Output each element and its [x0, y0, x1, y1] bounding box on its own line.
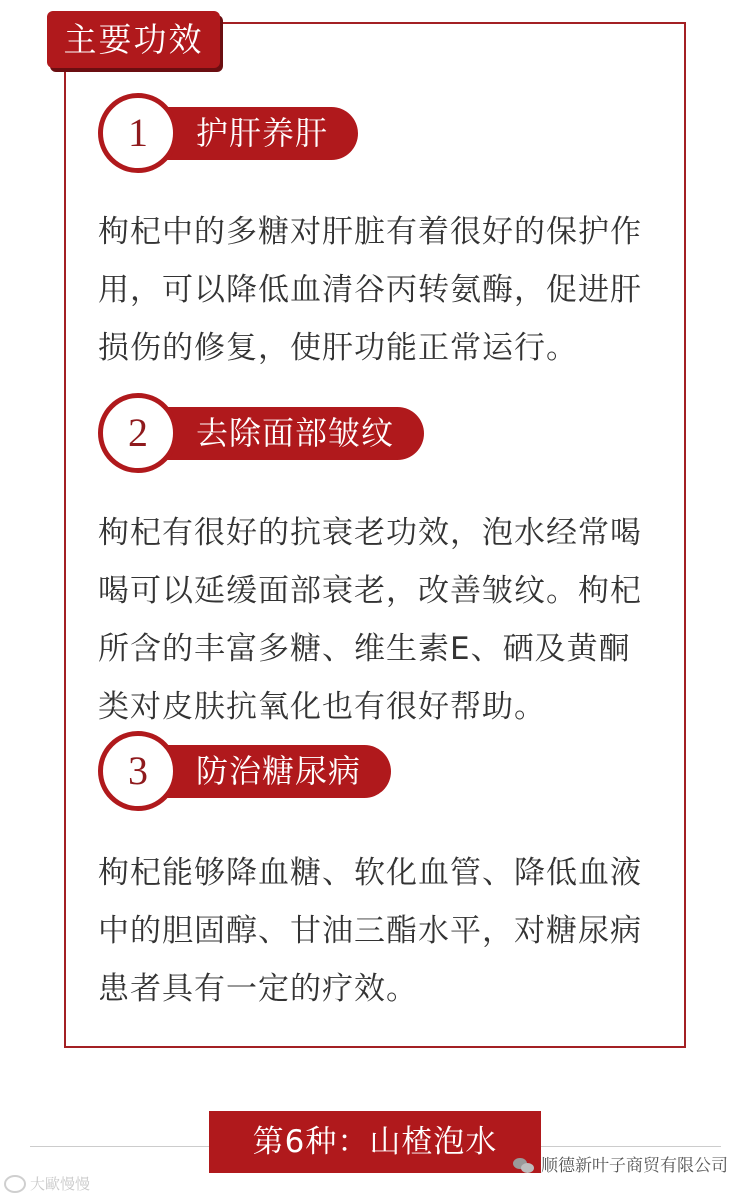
main-effects-tag: 主要功效: [47, 11, 220, 68]
section-title: 护肝养肝: [138, 107, 358, 160]
next-article-tag[interactable]: 第6种：山楂泡水: [209, 1111, 541, 1173]
account-watermark: [513, 1154, 728, 1178]
body-line: 中的胆固醇、甘油三酯水平，对糖尿病: [98, 913, 642, 949]
section-1-body: [98, 203, 658, 377]
body-line: 喝可以延缓面部衰老，改善皱纹。枸杞: [98, 573, 642, 609]
divider-left: [30, 1146, 210, 1147]
section-title: 防治糖尿病: [138, 745, 391, 798]
body-line: 枸杞有很好的抗衰老功效，泡水经常喝: [98, 515, 642, 551]
account-name: 顺德新叶子商贸有限公司: [541, 1156, 728, 1176]
body-line: 枸杞能够降血糖、软化血管、降低血液: [98, 855, 642, 891]
body-line: 损伤的修复，使肝功能正常运行。: [98, 330, 578, 366]
body-line: 枸杞中的多糖对肝脏有着很好的保护作: [98, 214, 642, 250]
site-watermark: [4, 1172, 90, 1196]
body-line: 患者具有一定的疗效。: [98, 971, 418, 1007]
section-number: 3: [98, 731, 178, 811]
section-number: 2: [98, 393, 178, 473]
site-watermark-text: 大歐慢慢: [30, 1175, 91, 1193]
section-title: 去除面部皱纹: [138, 407, 424, 460]
body-line: 用，可以降低血清谷丙转氨酶，促进肝: [98, 272, 642, 308]
body-line: 所含的丰富多糖、维生素E、硒及黄酮: [98, 631, 631, 667]
body-line: 类对皮肤抗氧化也有很好帮助。: [98, 689, 546, 725]
wechat-icon: [513, 1157, 535, 1175]
logo-mark-icon: [4, 1175, 26, 1193]
divider-right: [541, 1146, 721, 1147]
section-3-body: [98, 844, 658, 1018]
section-2-body: [98, 504, 658, 736]
section-number: 1: [98, 93, 178, 173]
